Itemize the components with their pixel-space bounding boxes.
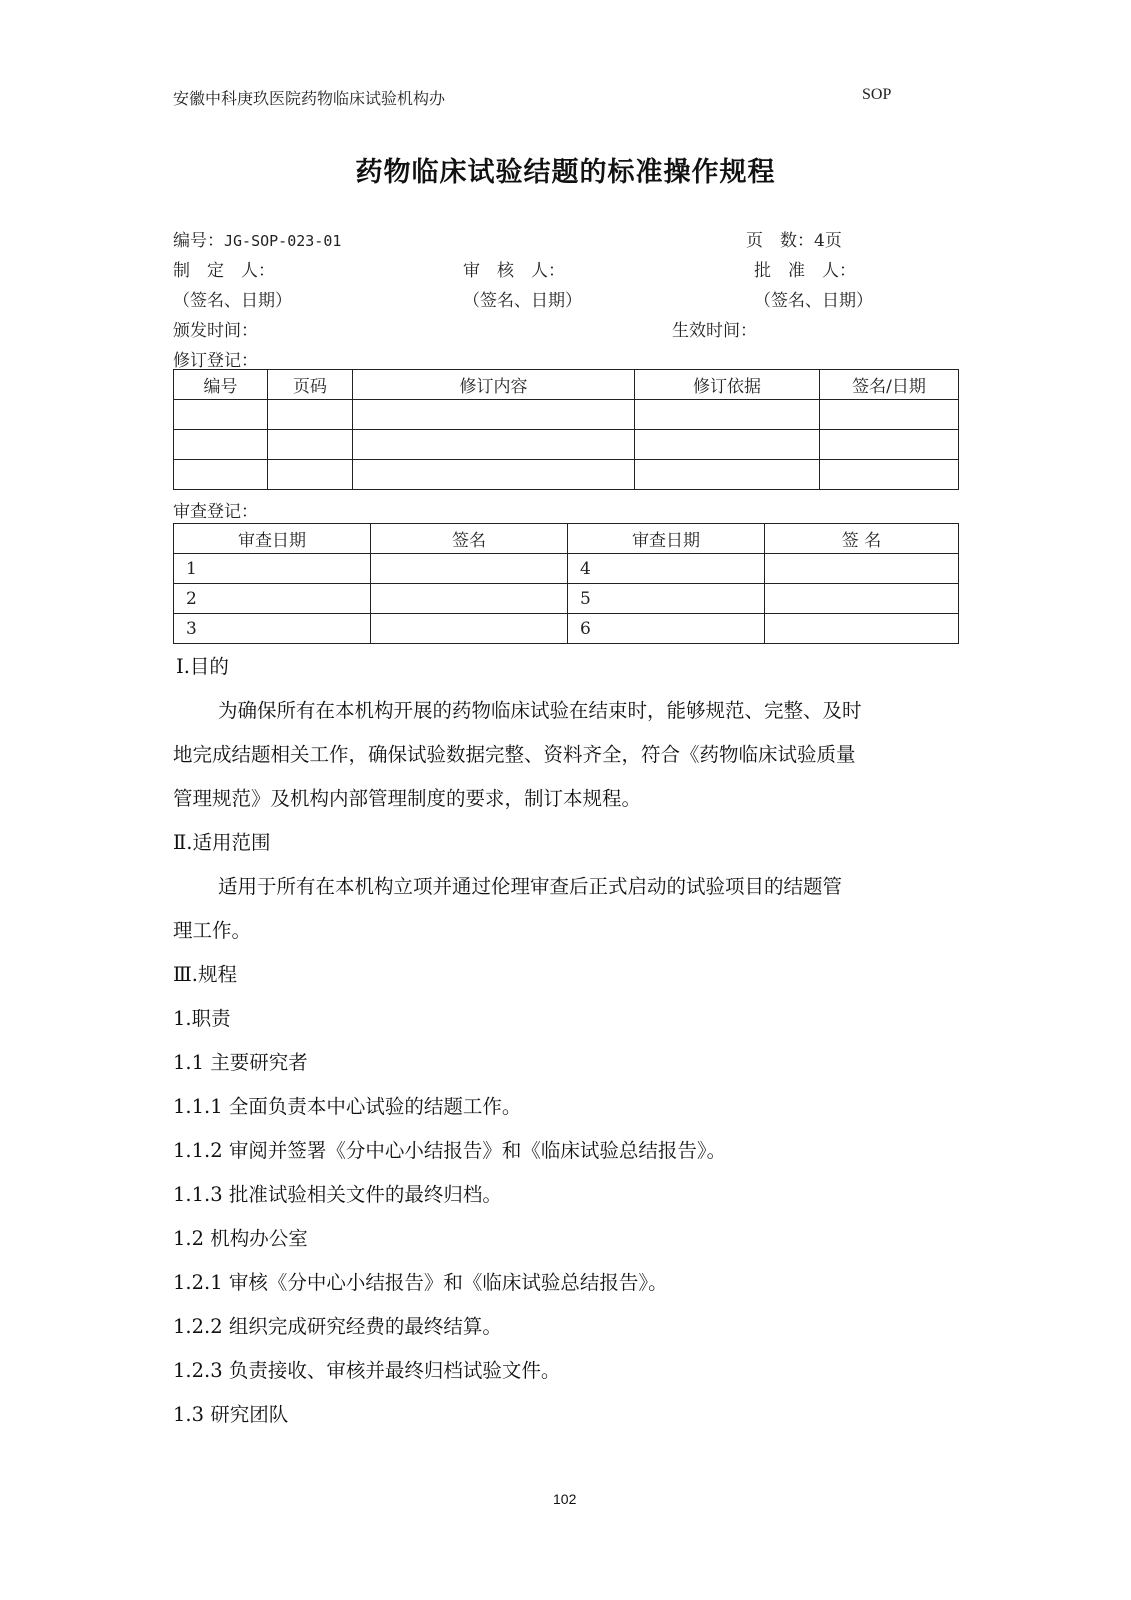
revision-header-page: 页码	[268, 370, 353, 400]
table-cell[interactable]	[268, 460, 353, 490]
table-row	[174, 400, 959, 430]
drafter-sign-date: （签名、日期）	[173, 291, 292, 311]
list-item: 1.2 机构办公室	[173, 1227, 308, 1250]
table-cell[interactable]: 6	[568, 614, 765, 644]
revision-register-label: 修订登记：	[173, 351, 258, 371]
table-cell[interactable]	[353, 400, 635, 430]
header-sop-tag: SOP	[862, 86, 892, 103]
revision-table	[173, 369, 959, 490]
revision-header-content: 修订内容	[353, 370, 635, 400]
table-cell[interactable]	[174, 460, 268, 490]
approver-sign-date: （签名、日期）	[754, 291, 873, 311]
table-cell[interactable]: 2	[174, 584, 371, 614]
review-register-label: 审查登记：	[173, 502, 258, 522]
table-cell[interactable]	[635, 400, 820, 430]
doc-pages-value: 4页	[814, 231, 842, 251]
table-cell[interactable]	[174, 400, 268, 430]
table-cell[interactable]	[765, 584, 959, 614]
doc-code	[173, 226, 341, 251]
table-cell[interactable]: 5	[568, 584, 765, 614]
table-cell[interactable]	[371, 584, 568, 614]
header-institution: 安徽中科庚玖医院药物临床试验机构办	[173, 89, 446, 108]
review-header-sign-1: 签名	[371, 524, 568, 554]
list-item: 1.职责	[173, 1007, 231, 1030]
table-cell[interactable]	[174, 430, 268, 460]
table-cell[interactable]: 3	[174, 614, 371, 644]
table-cell[interactable]	[820, 460, 959, 490]
reviewer-label: 审 核 人：	[463, 261, 565, 281]
table-row	[174, 430, 959, 460]
table-cell[interactable]	[765, 614, 959, 644]
list-item: 1.2.3 负责接收、审核并最终归档试验文件。	[173, 1359, 561, 1382]
doc-pages	[746, 226, 842, 251]
table-cell[interactable]	[820, 430, 959, 460]
page-title: 药物临床试验结题的标准操作规程	[355, 157, 776, 188]
revision-header-basis: 修订依据	[635, 370, 820, 400]
table-cell[interactable]	[635, 460, 820, 490]
review-table-header	[174, 524, 959, 554]
section-3-heading: Ⅲ.规程	[173, 963, 238, 986]
table-cell[interactable]: 4	[568, 554, 765, 584]
table-row	[174, 460, 959, 490]
table-cell[interactable]	[820, 400, 959, 430]
list-item: 1.1 主要研究者	[173, 1051, 308, 1074]
table-cell[interactable]	[765, 554, 959, 584]
issue-date-label: 颁发时间：	[173, 321, 258, 341]
table-row	[174, 554, 959, 584]
list-item: 1.2.1 审核《分中心小结报告》和《临床试验总结报告》。	[173, 1271, 668, 1294]
effective-date-label: 生效时间：	[672, 321, 757, 341]
table-cell[interactable]	[353, 430, 635, 460]
section-1-paragraph-line: 管理规范》及机构内部管理制度的要求，制订本规程。	[173, 787, 642, 810]
revision-table-header	[174, 370, 959, 400]
review-header-sign-2: 签 名	[765, 524, 959, 554]
revision-header-no: 编号	[174, 370, 268, 400]
list-item: 1.1.3 批准试验相关文件的最终归档。	[173, 1183, 502, 1206]
list-item: 1.3 研究团队	[173, 1403, 289, 1426]
table-cell[interactable]	[371, 554, 568, 584]
reviewer-sign-date: （签名、日期）	[463, 291, 582, 311]
table-cell[interactable]	[268, 430, 353, 460]
section-2-paragraph-line: 理工作。	[173, 919, 252, 942]
approver-label: 批 准 人：	[754, 261, 856, 281]
table-row	[174, 584, 959, 614]
doc-pages-label: 页 数：	[746, 231, 814, 251]
doc-code-label: 编号：	[173, 231, 224, 251]
table-cell[interactable]	[268, 400, 353, 430]
list-item: 1.1.2 审阅并签署《分中心小结报告》和《临床试验总结报告》。	[173, 1139, 727, 1162]
section-2-heading: Ⅱ.适用范围	[173, 831, 271, 854]
revision-header-sign-date: 签名/日期	[820, 370, 959, 400]
drafter-label: 制 定 人：	[173, 261, 275, 281]
table-cell[interactable]: 1	[174, 554, 371, 584]
review-header-date-1: 审查日期	[174, 524, 371, 554]
table-cell[interactable]	[371, 614, 568, 644]
review-table	[173, 523, 959, 644]
section-2-paragraph-line: 适用于所有在本机构立项并通过伦理审查后正式启动的试验项目的结题管	[218, 875, 843, 898]
list-item: 1.1.1 全面负责本中心试验的结题工作。	[173, 1095, 522, 1118]
table-cell[interactable]	[353, 460, 635, 490]
table-cell[interactable]	[635, 430, 820, 460]
section-1-paragraph-line: 地完成结题相关工作，确保试验数据完整、资料齐全，符合《药物临床试验质量	[173, 743, 856, 766]
list-item: 1.2.2 组织完成研究经费的最终结算。	[173, 1315, 502, 1338]
review-header-date-2: 审查日期	[568, 524, 765, 554]
section-1-heading: Ⅰ.目的	[176, 655, 229, 678]
section-1-paragraph-line: 为确保所有在本机构开展的药物临床试验在结束时，能够规范、完整、及时	[218, 699, 862, 722]
table-row	[174, 614, 959, 644]
page-number: 102	[553, 1491, 577, 1507]
doc-code-value: JG-SOP-023-01	[224, 232, 342, 250]
